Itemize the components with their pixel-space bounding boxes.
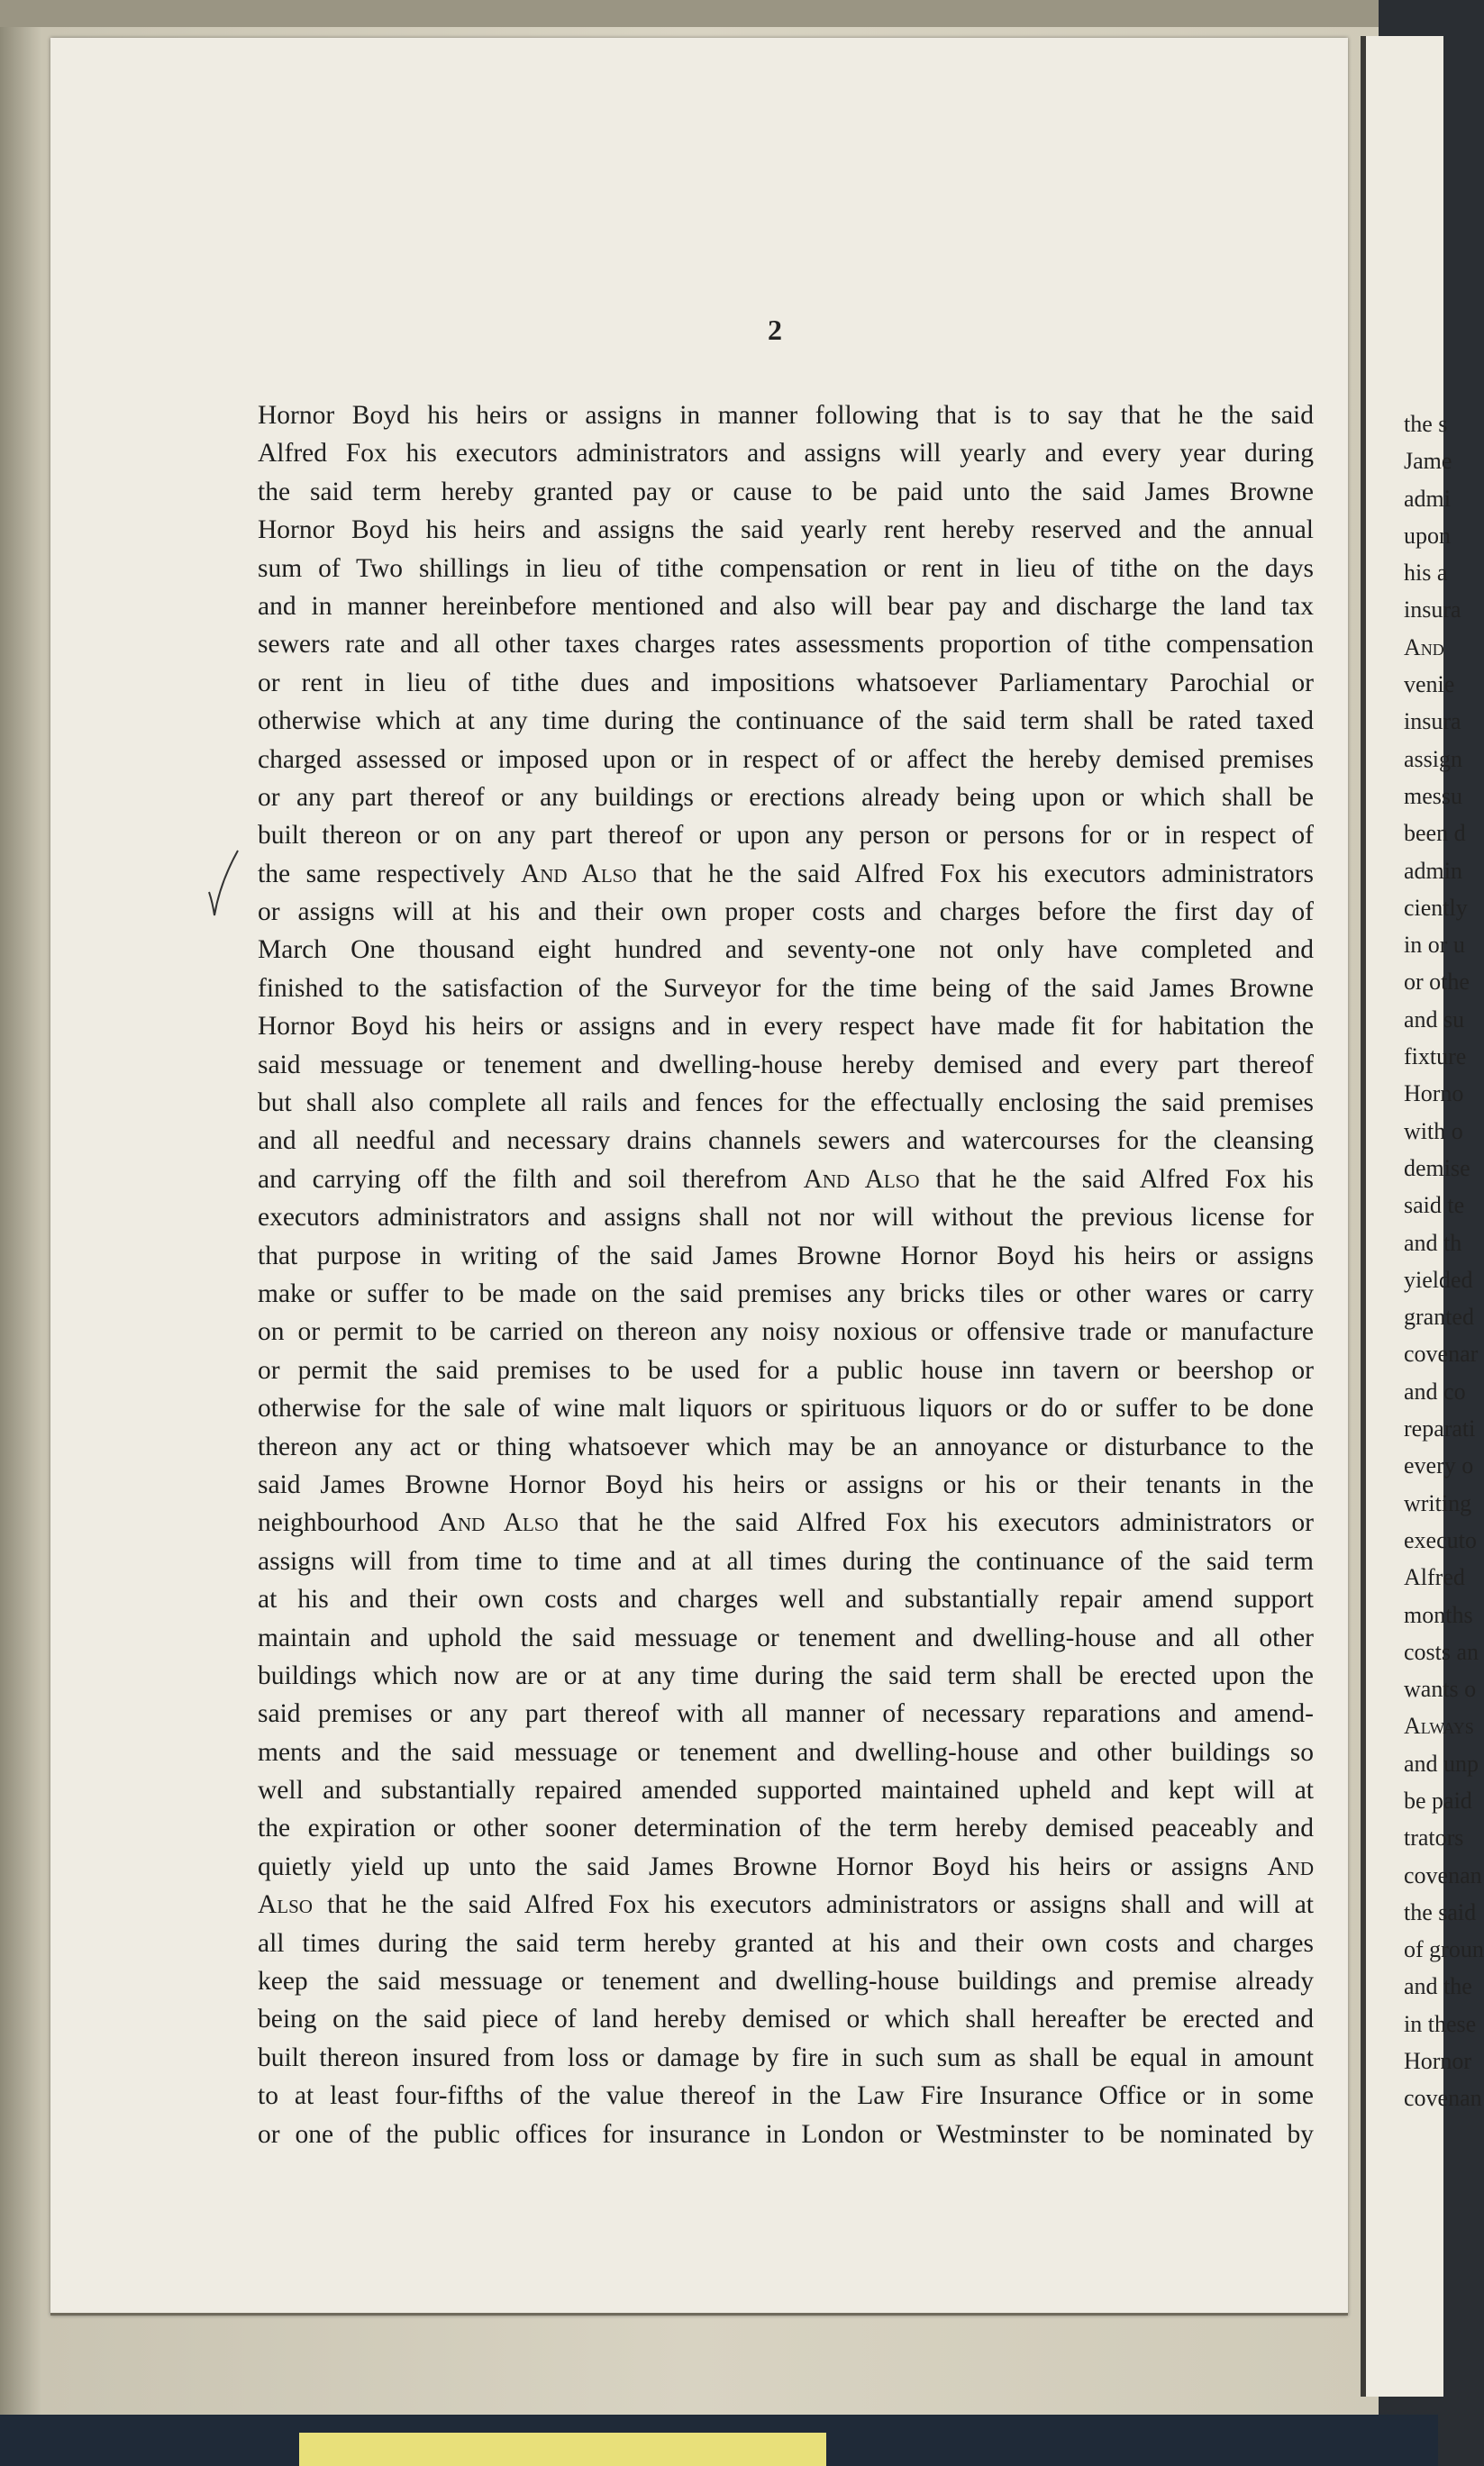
fragment-line: Jame xyxy=(1404,448,1452,475)
fragment-line: ciently xyxy=(1404,894,1468,921)
text-line: thereon any act or thing whatsoever which may be an annoyance or disturbance to the xyxy=(258,1432,1314,1461)
fragment-line: reparati xyxy=(1404,1415,1476,1442)
fragment-line: be paid xyxy=(1404,1787,1472,1814)
fragment-line: yielded xyxy=(1404,1266,1473,1293)
page-number: 2 xyxy=(768,314,782,346)
text-line: said James Browne Hornor Boyd his heirs or assigns or his or their tenants in the xyxy=(258,1470,1314,1499)
fragment-line: in or u xyxy=(1404,932,1465,959)
fragment-line: and the xyxy=(1404,1973,1472,2000)
adjacent-page-edge xyxy=(1361,36,1484,2397)
fragment-line: wants o xyxy=(1404,1676,1477,1703)
text-line: executors administrators and assigns shall not nor will without the previous license for xyxy=(258,1203,1314,1233)
text-line: built thereon insured from loss or damage by fire in such sum as shall be equal in amount xyxy=(258,2043,1314,2072)
text-line: Hornor Boyd his heirs or assigns in manner following that is to say that he the said xyxy=(258,401,1314,430)
fragment-line: or othe xyxy=(1404,969,1470,996)
handwritten-tick-mark xyxy=(205,847,241,919)
fragment-line: insura xyxy=(1404,708,1461,735)
text-line: neighbourhood And Also that he the said Alfred Fox his executors administrators or xyxy=(258,1508,1314,1538)
fragment-line: and su xyxy=(1404,1006,1465,1033)
fragment-line: admin xyxy=(1404,857,1462,884)
text-line: or permit the said premises to be used for a public house inn tavern or beershop or xyxy=(258,1355,1314,1385)
text-line: said premises or any part thereof with all manner of necessary reparations and amend- xyxy=(258,1699,1314,1729)
fragment-line: Horno xyxy=(1404,1080,1464,1107)
fragment-line: trators xyxy=(1404,1824,1464,1852)
text-line: otherwise for the sale of wine malt liquors or spirituous liquors or do or suffer to be done xyxy=(258,1394,1314,1424)
fragment-line: executo xyxy=(1404,1526,1477,1553)
fragment-line: in these xyxy=(1404,2010,1477,2037)
text-line: Hornor Boyd his heirs and assigns the said yearly rent hereby reserved and the annual xyxy=(258,515,1314,545)
text-line: otherwise which at any time during the continuance of the said term shall be rated taxed xyxy=(258,706,1314,736)
fragment-line: and co xyxy=(1404,1378,1466,1405)
text-line: well and substantially repaired amended supported maintained upheld and kept will at xyxy=(258,1776,1314,1806)
fragment-line: covenan xyxy=(1404,1861,1482,1888)
yellow-label-tag xyxy=(299,2433,826,2466)
fragment-line: of groun xyxy=(1404,1936,1484,1963)
fragment-line: fixture xyxy=(1404,1043,1467,1070)
text-line: the same respectively And Also that he the said Alfred Fox his executors administrators xyxy=(258,859,1315,888)
text-line: finished to the satisfaction of the Surveyor for the time being of the said James Browne xyxy=(258,973,1314,1003)
text-line: all times during the said term hereby granted at his and their own costs and charges xyxy=(258,1928,1314,1958)
fragment-line: covenan xyxy=(1404,2085,1482,2112)
adjacent-page-text xyxy=(1404,405,1484,2117)
text-line: Also that he the said Alfred Fox his executors administrators or assigns shall and will at xyxy=(258,1890,1314,1920)
text-line: but shall also complete all rails and fences for the effectually enclosing the said premises xyxy=(258,1088,1314,1118)
fragment-line: the said xyxy=(1404,1898,1477,1925)
text-line: make or suffer to be made on the said premises any bricks tiles or other wares or carry xyxy=(258,1278,1314,1308)
text-line: buildings which now are or at any time during the said term shall be erected upon the xyxy=(258,1661,1314,1690)
fragment-line: upon xyxy=(1404,522,1451,549)
fragment-line: his a xyxy=(1404,560,1448,587)
text-line: at his and their own costs and charges well and substantially repair amend support xyxy=(258,1585,1314,1615)
fragment-line: covenar xyxy=(1404,1341,1479,1368)
fragment-line: demise xyxy=(1404,1154,1470,1181)
fragment-line: and unp xyxy=(1404,1750,1479,1777)
text-line: sewers rate and all other taxes charges rates assessments proportion of tithe compensation xyxy=(258,630,1314,660)
text-line: the expiration or other sooner determination of the term hereby demised peaceably and xyxy=(258,1814,1314,1843)
text-line: quietly yield up unto the said James Browne Hornor Boyd his heirs or assigns And xyxy=(258,1852,1314,1881)
text-line: ments and the said messuage or tenement and dwelling-house and other buildings so xyxy=(258,1737,1314,1767)
fragment-line: writing xyxy=(1404,1489,1472,1516)
fragment-line: said te xyxy=(1404,1192,1465,1219)
fragment-line: costs an xyxy=(1404,1638,1479,1665)
text-line: and all needful and necessary drains channels sewers and watercourses for the cleansing xyxy=(258,1126,1314,1156)
fragment-line: the s xyxy=(1404,411,1448,437)
text-line: maintain and uphold the said messuage or tenement and dwelling-house and all other xyxy=(258,1623,1314,1652)
fragment-line: been d xyxy=(1404,820,1466,847)
document-body-text xyxy=(258,396,1314,2153)
fragment-line: with o xyxy=(1404,1117,1463,1144)
text-line: to at least four-fifths of the value thereof in the Law Fire Insurance Office or in some xyxy=(258,2081,1314,2111)
text-line: and in manner hereinbefore mentioned and also will bear pay and discharge the land tax xyxy=(258,591,1314,621)
fragment-line: messu xyxy=(1404,782,1462,809)
text-line: March One thousand eight hundred and seventy-one not only have completed and xyxy=(258,935,1314,965)
fragment-line: And xyxy=(1404,633,1444,660)
text-line: that purpose in writing of the said James Browne Hornor Boyd his heirs or assigns xyxy=(258,1241,1314,1270)
text-line: or assigns will at his and their own proper costs and charges before the first day of xyxy=(258,897,1314,927)
fragment-line: Alfred xyxy=(1404,1564,1465,1591)
text-line: being on the said piece of land hereby demised or which shall hereafter be erected and xyxy=(258,2005,1314,2034)
text-line: or any part thereof or any buildings or erections already being upon or which shall be xyxy=(258,782,1314,812)
fragment-line: assign xyxy=(1404,745,1462,772)
text-line: keep the said messuage or tenement and dwelling-house buildings and premise already xyxy=(258,1967,1314,1997)
fragment-line: Always xyxy=(1404,1713,1474,1740)
text-line: Alfred Fox his executors administrators and assigns will yearly and every year during xyxy=(258,439,1314,469)
fragment-line: every o xyxy=(1404,1452,1474,1479)
text-line: assigns will from time to time and at all times during the continuance of the said term xyxy=(258,1546,1314,1576)
fragment-line: granted xyxy=(1404,1304,1474,1331)
text-line: said messuage or tenement and dwelling-house hereby demised and every part thereof xyxy=(258,1050,1314,1079)
fragment-line: Hornor xyxy=(1404,2048,1472,2075)
fragment-line: and th xyxy=(1404,1229,1462,1256)
text-line: or rent in lieu of tithe dues and impositions whatsoever Parliamentary Parochial or xyxy=(258,668,1314,697)
text-line: or one of the public offices for insurance in London or Westminster to be nominated by xyxy=(258,2119,1314,2149)
text-line: the said term hereby granted pay or cause to be paid unto the said James Browne xyxy=(258,477,1314,506)
text-line: charged assessed or imposed upon or in respect of or affect the hereby demised premises xyxy=(258,744,1314,774)
text-line: and carrying off the filth and soil therefrom And Also that he the said Alfred Fox his xyxy=(258,1164,1314,1194)
fragment-line: insura xyxy=(1404,596,1461,623)
text-line: Hornor Boyd his heirs or assigns and in every respect have made fit for habitation the xyxy=(258,1012,1314,1042)
fragment-line: admi xyxy=(1404,485,1451,512)
text-line: on or permit to be carried on thereon any noisy noxious or offensive trade or manufacture xyxy=(258,1317,1314,1347)
fragment-line: venie xyxy=(1404,671,1455,698)
fragment-line: months xyxy=(1404,1601,1473,1628)
text-line: built thereon or on any part thereof or upon any person or persons for or in respect of xyxy=(258,821,1314,851)
text-line: sum of Two shillings in lieu of tithe compensation or rent in lieu of tithe on the days xyxy=(258,553,1314,583)
